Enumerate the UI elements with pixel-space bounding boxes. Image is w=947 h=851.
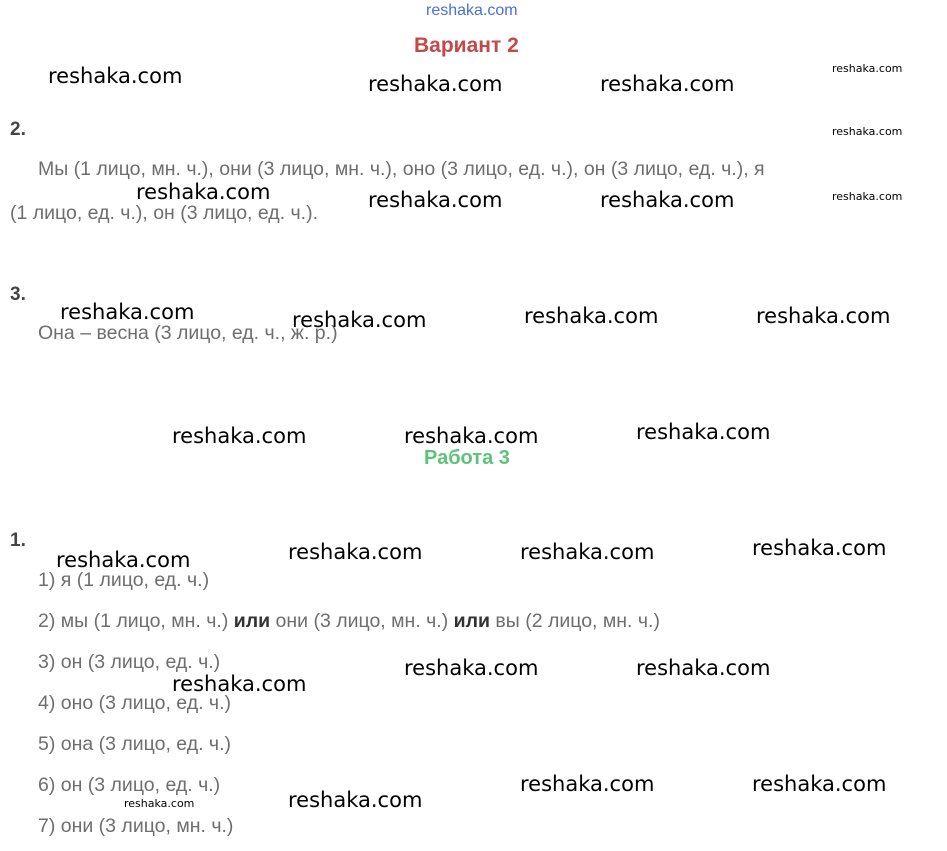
list-item	[38, 610, 660, 633]
watermark: reshaka.com	[292, 308, 427, 332]
watermark: reshaka.com	[520, 772, 655, 796]
watermark: reshaka.com	[404, 424, 539, 448]
watermark: reshaka.com	[636, 420, 771, 444]
task-2-number: 2.	[10, 119, 26, 140]
watermark: reshaka.com	[520, 540, 655, 564]
work-heading: Работа 3	[424, 447, 510, 469]
site-watermark-top: reshaka.com	[426, 2, 518, 19]
work-task-1-number: 1.	[10, 530, 26, 551]
watermark: reshaka.com	[752, 536, 887, 560]
watermark: reshaka.com	[288, 788, 423, 812]
watermark: reshaka.com	[60, 300, 195, 324]
watermark: reshaka.com	[172, 424, 307, 448]
watermark-small: reshaka.com	[832, 125, 903, 138]
list-item: 4) оно (3 лицо, ед. ч.)	[38, 692, 231, 714]
or-word: или	[453, 610, 491, 632]
task-3-line-1: Она – весна (3 лицо, ед. ч., ж. р.)	[38, 322, 338, 344]
watermark: reshaka.com	[600, 72, 735, 96]
list-item: 6) он (3 лицо, ед. ч.)	[38, 774, 221, 796]
list-item: 7) они (3 лицо, мн. ч.)	[38, 815, 234, 837]
watermark: reshaka.com	[56, 548, 191, 572]
task-2-line-2: (1 лицо, ед. ч.), он (3 лицо, ед. ч.).	[10, 202, 319, 224]
watermark: reshaka.com	[756, 304, 891, 328]
watermark-small: reshaka.com	[832, 190, 903, 203]
watermark: reshaka.com	[368, 188, 503, 212]
watermark-small: reshaka.com	[832, 62, 903, 75]
list-item-part: вы (2 лицо, мн. ч.)	[490, 610, 660, 632]
watermark: reshaka.com	[404, 656, 539, 680]
task-2-line-1: Мы (1 лицо, мн. ч.), они (3 лицо, мн. ч.), оно (3 лицо, ед. ч.), он (3 лицо, ед. ч.), я	[38, 158, 765, 180]
watermark: reshaka.com	[524, 304, 659, 328]
watermark: reshaka.com	[752, 772, 887, 796]
task-3-number: 3.	[10, 284, 26, 305]
variant-heading: Вариант 2	[414, 34, 519, 57]
list-item-part: 2) мы (1 лицо, мн. ч.)	[38, 610, 234, 632]
watermark: reshaka.com	[48, 64, 183, 88]
watermark: reshaka.com	[288, 540, 423, 564]
list-item: 1) я (1 лицо, ед. ч.)	[38, 569, 210, 591]
list-item: 3) он (3 лицо, ед. ч.)	[38, 651, 221, 673]
or-word: или	[233, 610, 271, 632]
watermark: reshaka.com	[172, 672, 307, 696]
list-item: 5) она (3 лицо, ед. ч.)	[38, 733, 231, 755]
watermark: reshaka.com	[636, 656, 771, 680]
watermark-small: reshaka.com	[124, 797, 195, 810]
watermark: reshaka.com	[600, 188, 735, 212]
watermark: reshaka.com	[368, 72, 503, 96]
watermark: reshaka.com	[136, 180, 271, 204]
list-item-part: они (3 лицо, мн. ч.)	[270, 610, 454, 632]
